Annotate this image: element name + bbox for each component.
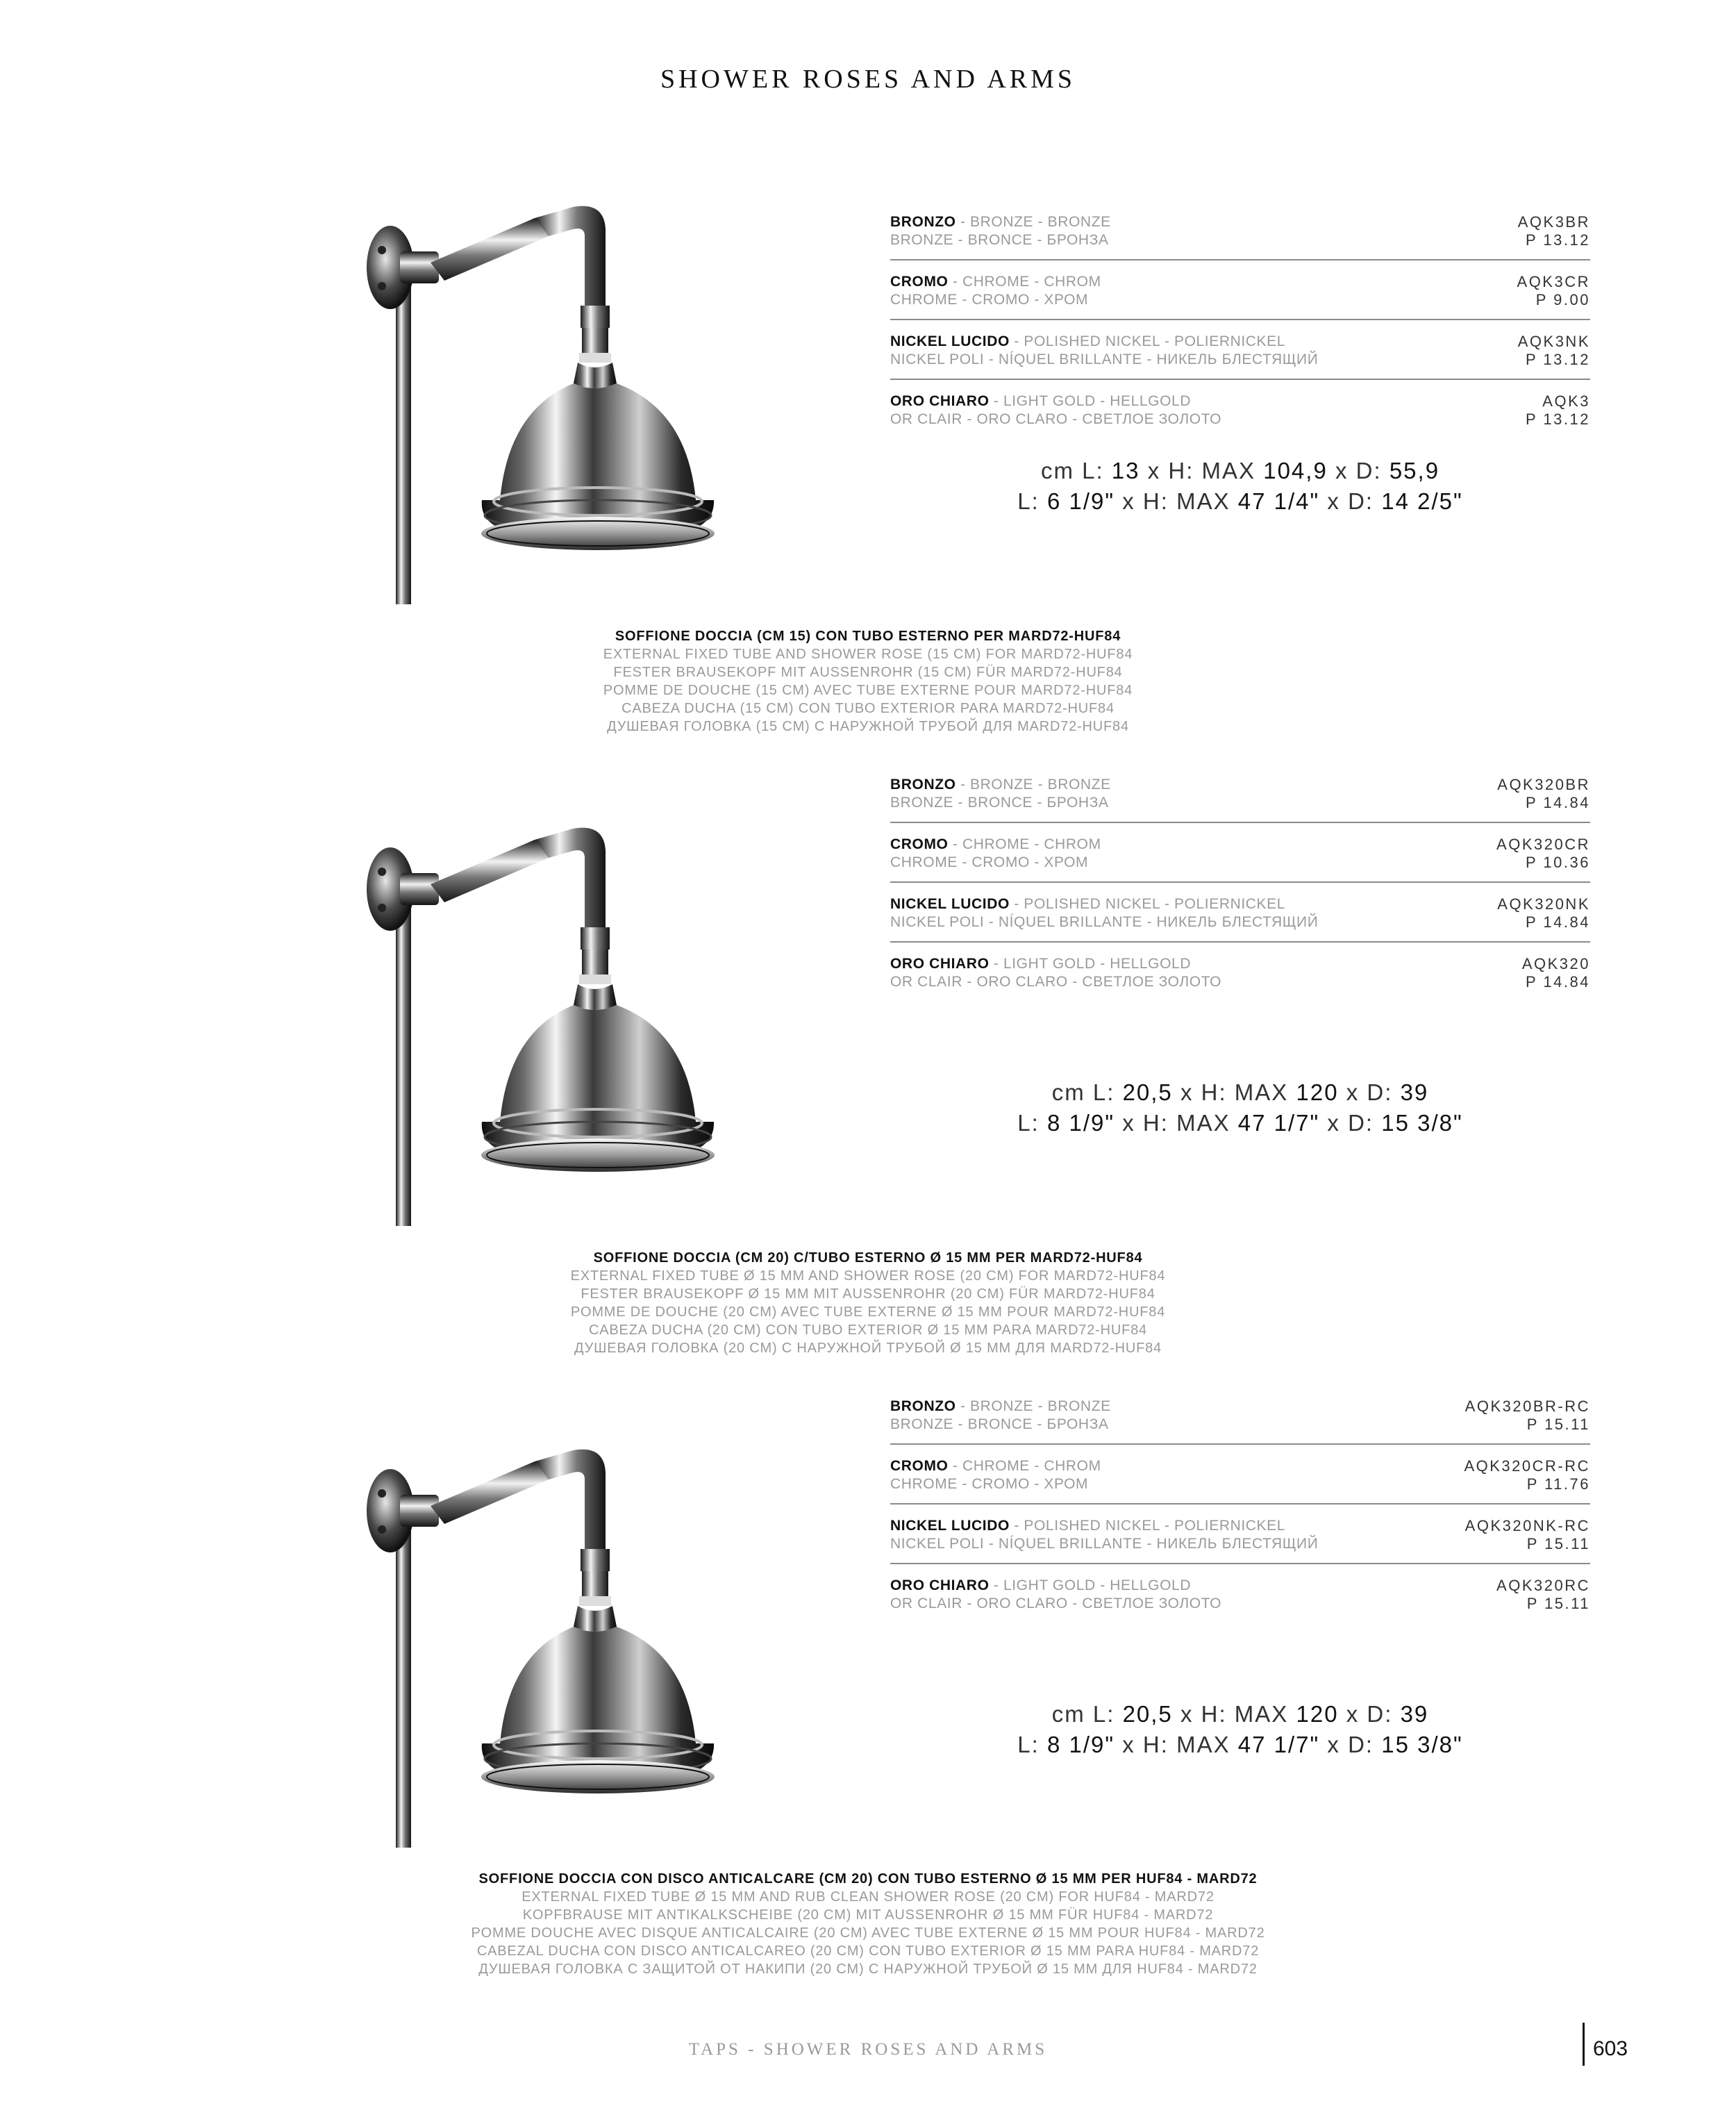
finish-line1 — [890, 776, 1590, 794]
finish-row-nickel-lucido — [890, 333, 1590, 380]
dim-label: x H: MAX — [1122, 1732, 1230, 1757]
product-description — [0, 627, 1736, 736]
price-value: P 13.12 — [1526, 351, 1590, 368]
dim-length: 20,5 — [1122, 1701, 1173, 1727]
price-value: P 14.84 — [1526, 973, 1590, 990]
description-line: CABEZA DUCHA (20 CM) CON TUBO EXTERIOR Ø 15 MM PARA MARD72-HUF84 — [589, 1323, 1147, 1338]
dim-height: 47 1/4" — [1237, 488, 1320, 514]
dim-depth: 39 — [1400, 1701, 1429, 1727]
product-code — [1465, 1517, 1590, 1553]
dim-height: 120 — [1296, 1079, 1339, 1105]
dimensions-inches — [890, 1730, 1590, 1760]
description-line: ДУШЕВАЯ ГОЛОВКА (20 CM) С НАРУЖНОЙ ТРУБОЙ Ø 15 MM ДЛЯ MARD72-HUF84 — [574, 1341, 1162, 1356]
product-code — [1522, 955, 1590, 991]
code-value: AQK3BR — [1517, 213, 1590, 231]
finish-row-cromo — [890, 1457, 1590, 1505]
product-code — [1464, 1457, 1590, 1493]
dim-height: 47 1/7" — [1237, 1110, 1320, 1136]
product-code — [1518, 213, 1590, 249]
description-line: ДУШЕВАЯ ГОЛОВКА (15 CM) С НАРУЖНОЙ ТРУБОЙ ДЛЯ MARD72-HUF84 — [607, 719, 1129, 734]
dimensions-inches — [890, 1108, 1590, 1138]
product-code — [1497, 776, 1590, 812]
product-code — [1496, 1577, 1590, 1613]
dim-label: x D: — [1346, 1079, 1393, 1105]
finish-row-cromo — [890, 836, 1590, 883]
finish-line2: OR CLAIR - ORO CLARO - СВЕТЛОЕ ЗОЛОТО — [890, 1595, 1222, 1611]
finish-name: ORO CHIARO — [890, 1577, 990, 1593]
dim-depth: 15 3/8" — [1381, 1110, 1463, 1136]
finish-translations: - BRONZE - BRONZE — [955, 214, 1111, 230]
dim-label: x D: — [1327, 1110, 1374, 1136]
price-value: P 14.84 — [1526, 794, 1590, 811]
dim-depth: 39 — [1400, 1079, 1429, 1105]
dim-label: x H: MAX — [1180, 1701, 1289, 1727]
price-value: P 10.36 — [1526, 854, 1590, 871]
dimensions-cm — [890, 456, 1590, 486]
finish-name: BRONZO — [890, 214, 956, 230]
finish-row-cromo — [890, 273, 1590, 320]
price-value: P 15.11 — [1526, 1595, 1590, 1612]
product-code — [1497, 895, 1590, 931]
price-value: P 9.00 — [1535, 291, 1590, 308]
description-line: EXTERNAL FIXED TUBE Ø 15 MM AND SHOWER ROSE (20 CM) FOR MARD72-HUF84 — [570, 1268, 1166, 1284]
page-number: 603 — [1593, 2037, 1628, 2060]
shower-rose-arm-photo — [326, 823, 764, 1226]
description-line: FESTER BRAUSEKOPF MIT AUSSENROHR (15 CM) FÜR MARD72-HUF84 — [613, 665, 1123, 680]
dim-label: x D: — [1335, 458, 1382, 483]
dim-label: cm L: — [1040, 458, 1104, 483]
dimensions-cm — [890, 1699, 1590, 1730]
shower-rose-arm-photo — [326, 201, 764, 604]
finish-translations: - LIGHT GOLD - HELLGOLD — [989, 1577, 1192, 1593]
product-description — [0, 1249, 1736, 1357]
dim-height: 120 — [1296, 1701, 1339, 1727]
dimensions-inches — [890, 486, 1590, 517]
finish-row-bronzo — [890, 213, 1590, 260]
finish-line1 — [890, 955, 1590, 973]
price-value: P 14.84 — [1526, 913, 1590, 931]
price-value: P 15.11 — [1526, 1416, 1590, 1433]
description-line: EXTERNAL FIXED TUBE Ø 15 MM AND RUB CLEAN SHOWER ROSE (20 CM) FOR HUF84 - MARD72 — [521, 1889, 1215, 1905]
dim-depth: 14 2/5" — [1381, 488, 1463, 514]
page-title: SHOWER ROSES AND ARMS — [660, 65, 1076, 94]
finish-line1 — [890, 273, 1590, 291]
code-value: AQK320CR — [1496, 836, 1590, 853]
finish-line2: NICKEL POLI - NÍQUEL BRILLANTE - НИКЕЛЬ БЛЕСТЯЩИЙ — [890, 351, 1319, 367]
price-value: P 13.12 — [1526, 411, 1590, 428]
finish-row-bronzo — [890, 776, 1590, 823]
finish-line2: NICKEL POLI - NÍQUEL BRILLANTE - НИКЕЛЬ БЛЕСТЯЩИЙ — [890, 914, 1319, 930]
finish-list — [890, 1398, 1590, 1623]
finish-name: CROMO — [890, 1458, 949, 1474]
price-value: P 13.12 — [1526, 231, 1590, 249]
price-value: P 15.11 — [1526, 1535, 1590, 1552]
description-line: CABEZA DUCHA (15 CM) CON TUBO EXTERIOR PARA MARD72-HUF84 — [621, 701, 1115, 716]
dim-depth: 55,9 — [1389, 458, 1440, 483]
finish-line2: CHROME - CROMO - ХРОМ — [890, 854, 1089, 870]
finish-name: ORO CHIARO — [890, 956, 990, 972]
finish-name: BRONZO — [890, 1398, 956, 1414]
finish-row-nickel-lucido — [890, 895, 1590, 943]
finish-translations: - POLISHED NICKEL - POLIERNICKEL — [1009, 1518, 1286, 1534]
dim-depth: 15 3/8" — [1381, 1732, 1463, 1757]
finish-line1 — [890, 392, 1590, 411]
finish-list — [890, 776, 1590, 1001]
dim-length: 8 1/9" — [1046, 1732, 1115, 1757]
dim-length: 8 1/9" — [1046, 1110, 1115, 1136]
finish-name: NICKEL LUCIDO — [890, 896, 1010, 912]
dim-label: x D: — [1346, 1701, 1393, 1727]
dim-label: x D: — [1327, 1732, 1374, 1757]
description-line: CABEZAL DUCHA CON DISCO ANTICALCAREO (20 CM) CON TUBO EXTERIOR Ø 15 MM PARA HUF84 - MARD72 — [476, 1943, 1260, 1959]
price-value: P 11.76 — [1526, 1475, 1590, 1493]
dim-length: 6 1/9" — [1046, 488, 1115, 514]
description-title: SOFFIONE DOCCIA (CM 15) CON TUBO ESTERNO PER MARD72-HUF84 — [615, 629, 1121, 644]
finish-translations: - BRONZE - BRONZE — [955, 1398, 1111, 1414]
description-line: POMME DE DOUCHE (15 CM) AVEC TUBE EXTERNE POUR MARD72-HUF84 — [603, 683, 1133, 698]
finish-line2: BRONZE - BRONCE - БРОНЗА — [890, 232, 1109, 248]
product-code — [1496, 836, 1590, 872]
dim-label: cm L: — [1051, 1079, 1115, 1105]
code-value: AQK320CR-RC — [1464, 1457, 1590, 1475]
dim-length: 20,5 — [1122, 1079, 1173, 1105]
description-title: SOFFIONE DOCCIA (CM 20) C/TUBO ESTERNO Ø 15 MM PER MARD72-HUF84 — [593, 1250, 1143, 1266]
product-code — [1518, 333, 1590, 369]
finish-row-bronzo — [890, 1398, 1590, 1445]
product-description — [0, 1870, 1736, 1978]
finish-line2: CHROME - CROMO - ХРОМ — [890, 1476, 1089, 1492]
finish-name: ORO CHIARO — [890, 393, 990, 409]
dim-label: x H: MAX — [1180, 1079, 1289, 1105]
finish-row-oro-chiaro — [890, 955, 1590, 1001]
description-line: FESTER BRAUSEKOPF Ø 15 MM MIT AUSSENROHR (20 CM) FÜR MARD72-HUF84 — [581, 1286, 1155, 1302]
finish-line1 — [890, 333, 1590, 351]
finish-translations: - POLISHED NICKEL - POLIERNICKEL — [1009, 896, 1286, 912]
finish-translations: - CHROME - CHROM — [948, 836, 1101, 852]
dim-height: 104,9 — [1263, 458, 1328, 483]
finish-line1 — [890, 1577, 1590, 1595]
description-line: ДУШЕВАЯ ГОЛОВКА С ЗАЩИТОЙ ОТ НАКИПИ (20 CM) С НАРУЖНОЙ ТРУБОЙ Ø 15 MM ДЛЯ HUF84 - MARD72 — [478, 1962, 1258, 1977]
finish-name: NICKEL LUCIDO — [890, 333, 1010, 349]
description-line: EXTERNAL FIXED TUBE AND SHOWER ROSE (15 CM) FOR MARD72-HUF84 — [603, 647, 1133, 662]
finish-translations: - BRONZE - BRONZE — [955, 777, 1111, 793]
finish-line1 — [890, 213, 1590, 231]
dim-label: cm L: — [1051, 1701, 1115, 1727]
description-line: POMME DOUCHE AVEC DISQUE ANTICALCAIRE (20 CM) AVEC TUBE EXTERNE Ø 15 MM POUR HUF84 - MARD72 — [471, 1925, 1265, 1941]
finish-line2: BRONZE - BRONCE - БРОНЗА — [890, 1416, 1109, 1432]
dim-label: L: — [1017, 488, 1040, 514]
finish-translations: - CHROME - CHROM — [948, 274, 1101, 290]
product-code — [1517, 273, 1590, 309]
description-line: POMME DE DOUCHE (20 CM) AVEC TUBE EXTERNE Ø 15 MM POUR MARD72-HUF84 — [570, 1304, 1166, 1320]
description-line: KOPFBRAUSE MIT ANTIKALKSCHEIBE (20 CM) MIT AUSSENROHR Ø 15 MM FÜR HUF84 - MARD72 — [522, 1907, 1214, 1923]
code-value: AQK320BR-RC — [1464, 1398, 1590, 1415]
finish-name: CROMO — [890, 836, 949, 852]
code-value: AQK3 — [1542, 392, 1590, 410]
finish-line2: NICKEL POLI - NÍQUEL BRILLANTE - НИКЕЛЬ БЛЕСТЯЩИЙ — [890, 1536, 1319, 1552]
finish-line2: BRONZE - BRONCE - БРОНЗА — [890, 795, 1109, 811]
finish-row-oro-chiaro — [890, 392, 1590, 438]
product-code — [1465, 1398, 1590, 1434]
footer-divider — [1583, 2023, 1585, 2066]
code-value: AQK320NK — [1497, 895, 1590, 913]
finish-row-nickel-lucido — [890, 1517, 1590, 1564]
description-title: SOFFIONE DOCCIA CON DISCO ANTICALCARE (CM 20) CON TUBO ESTERNO Ø 15 MM PER HUF84 - MARD72 — [478, 1871, 1258, 1887]
finish-row-oro-chiaro — [890, 1577, 1590, 1623]
dim-label: x H: MAX — [1122, 488, 1230, 514]
finish-line1 — [890, 836, 1590, 854]
finish-line2: CHROME - CROMO - ХРОМ — [890, 292, 1089, 308]
finish-translations: - CHROME - CHROM — [948, 1458, 1101, 1474]
dim-label: x H: MAX — [1147, 458, 1256, 483]
code-value: AQK3CR — [1517, 273, 1590, 290]
finish-name: BRONZO — [890, 777, 956, 793]
finish-line2: OR CLAIR - ORO CLARO - СВЕТЛОЕ ЗОЛОТО — [890, 974, 1222, 990]
dim-label: x H: MAX — [1122, 1110, 1230, 1136]
code-value: AQK320 — [1521, 955, 1590, 972]
finish-list — [890, 213, 1590, 438]
shower-rose-arm-photo — [326, 1445, 764, 1848]
dim-label: L: — [1017, 1110, 1040, 1136]
finish-translations: - POLISHED NICKEL - POLIERNICKEL — [1009, 333, 1286, 349]
dim-label: L: — [1017, 1732, 1040, 1757]
dim-height: 47 1/7" — [1237, 1732, 1320, 1757]
dim-length: 13 — [1111, 458, 1140, 483]
dimensions — [890, 456, 1590, 517]
dimensions — [890, 1077, 1590, 1138]
finish-line2: OR CLAIR - ORO CLARO - СВЕТЛОЕ ЗОЛОТО — [890, 411, 1222, 427]
finish-name: NICKEL LUCIDO — [890, 1518, 1010, 1534]
code-value: AQK320NK-RC — [1464, 1517, 1590, 1534]
dim-label: x D: — [1327, 488, 1374, 514]
code-value: AQK3NK — [1517, 333, 1590, 350]
dimensions — [890, 1699, 1590, 1760]
finish-translations: - LIGHT GOLD - HELLGOLD — [989, 956, 1192, 972]
finish-translations: - LIGHT GOLD - HELLGOLD — [989, 393, 1192, 409]
dimensions-cm — [890, 1077, 1590, 1108]
product-code — [1526, 392, 1590, 429]
code-value: AQK320BR — [1497, 776, 1590, 793]
finish-line1 — [890, 895, 1590, 913]
code-value: AQK320RC — [1496, 1577, 1590, 1594]
finish-name: CROMO — [890, 274, 949, 290]
footer-section-title: TAPS - SHOWER ROSES AND ARMS — [688, 2040, 1048, 2059]
